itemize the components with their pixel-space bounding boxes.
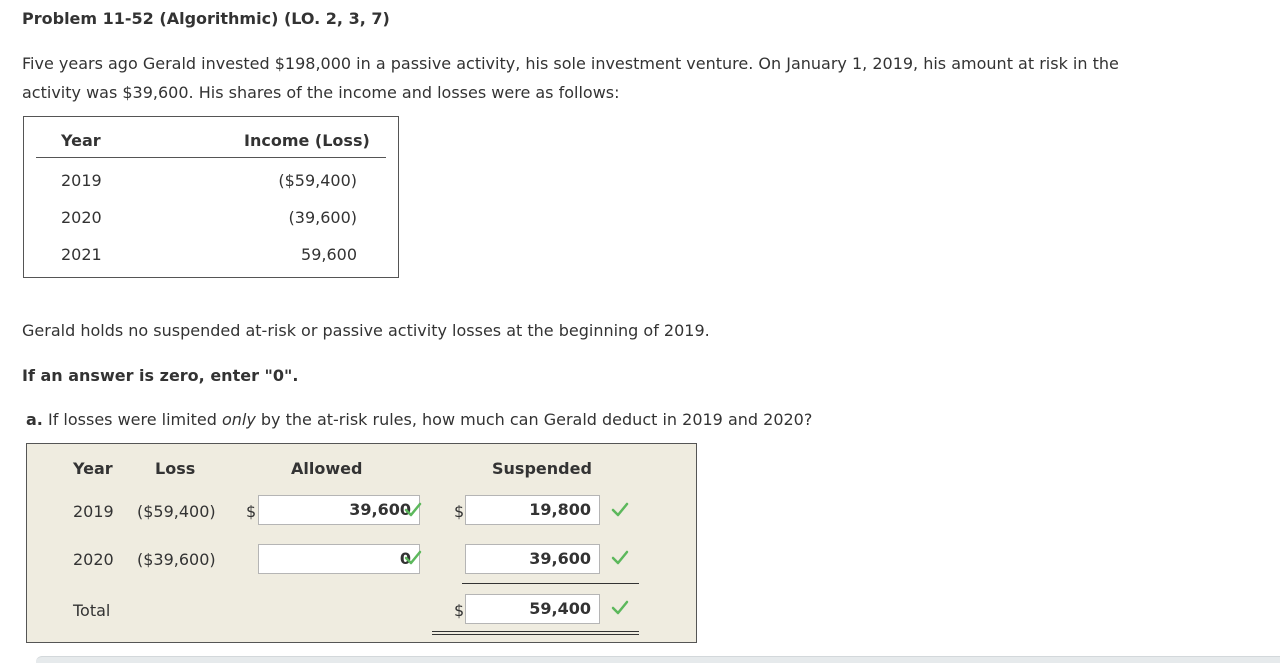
currency-symbol: $ [246, 502, 257, 521]
income-header-divider [36, 157, 386, 158]
instruction-text: If an answer is zero, enter "0". [22, 366, 299, 385]
answer-header-loss: Loss [155, 459, 196, 478]
answer-header-year: Year [73, 459, 113, 478]
income-header-year: Year [61, 131, 101, 150]
income-row-year: 2020 [61, 208, 102, 227]
currency-symbol: $ [454, 601, 465, 620]
check-icon [611, 599, 629, 617]
allowed-2019-input[interactable]: 39,600 [258, 495, 420, 525]
answer-row-loss: ($59,400) [137, 502, 216, 521]
total-label: Total [73, 601, 111, 620]
answer-header-allowed: Allowed [291, 459, 363, 478]
question-a-text-before: If losses were limited [47, 410, 217, 429]
note-text: Gerald holds no suspended at-risk or passive activity losses at the beginning of 2019. [22, 321, 710, 340]
income-row-amount: 59,600 [301, 245, 357, 264]
income-table [23, 116, 399, 278]
suspended-2020-input[interactable]: 39,600 [465, 544, 600, 574]
total-suspended-input[interactable]: 59,400 [465, 594, 600, 624]
intro-line-1: Five years ago Gerald invested $198,000 in a passive activity, his sole investment venture. On January 1, 2019, his amount at risk in the [22, 54, 1119, 73]
suspended-2019-input[interactable]: 19,800 [465, 495, 600, 525]
subtotal-rule [462, 583, 639, 584]
income-row-year: 2019 [61, 171, 102, 190]
question-a-label: a. [26, 410, 43, 429]
income-header-amount: Income (Loss) [244, 131, 370, 150]
question-a-emphasis: only [221, 410, 256, 429]
income-row-year: 2021 [61, 245, 102, 264]
answer-row-year: 2019 [73, 502, 114, 521]
answer-row-loss: ($39,600) [137, 550, 216, 569]
problem-title: Problem 11-52 (Algorithmic) (LO. 2, 3, 7) [22, 9, 390, 28]
answer-table [26, 443, 697, 643]
check-icon [611, 501, 629, 519]
currency-symbol: $ [454, 502, 465, 521]
check-icon [404, 501, 422, 519]
income-row-amount: (39,600) [288, 208, 357, 227]
total-double-rule [432, 631, 639, 632]
answer-row-year: 2020 [73, 550, 114, 569]
answer-header-suspended: Suspended [492, 459, 592, 478]
check-icon [404, 549, 422, 567]
total-double-rule [432, 634, 639, 635]
check-icon [611, 549, 629, 567]
question-a [26, 410, 812, 429]
income-row-amount: ($59,400) [278, 171, 357, 190]
intro-line-2: activity was $39,600. His shares of the income and losses were as follows: [22, 83, 620, 102]
question-a-text-after: by the at-risk rules, how much can Gerald deduct in 2019 and 2020? [260, 410, 813, 429]
allowed-2020-input[interactable]: 0 [258, 544, 420, 574]
